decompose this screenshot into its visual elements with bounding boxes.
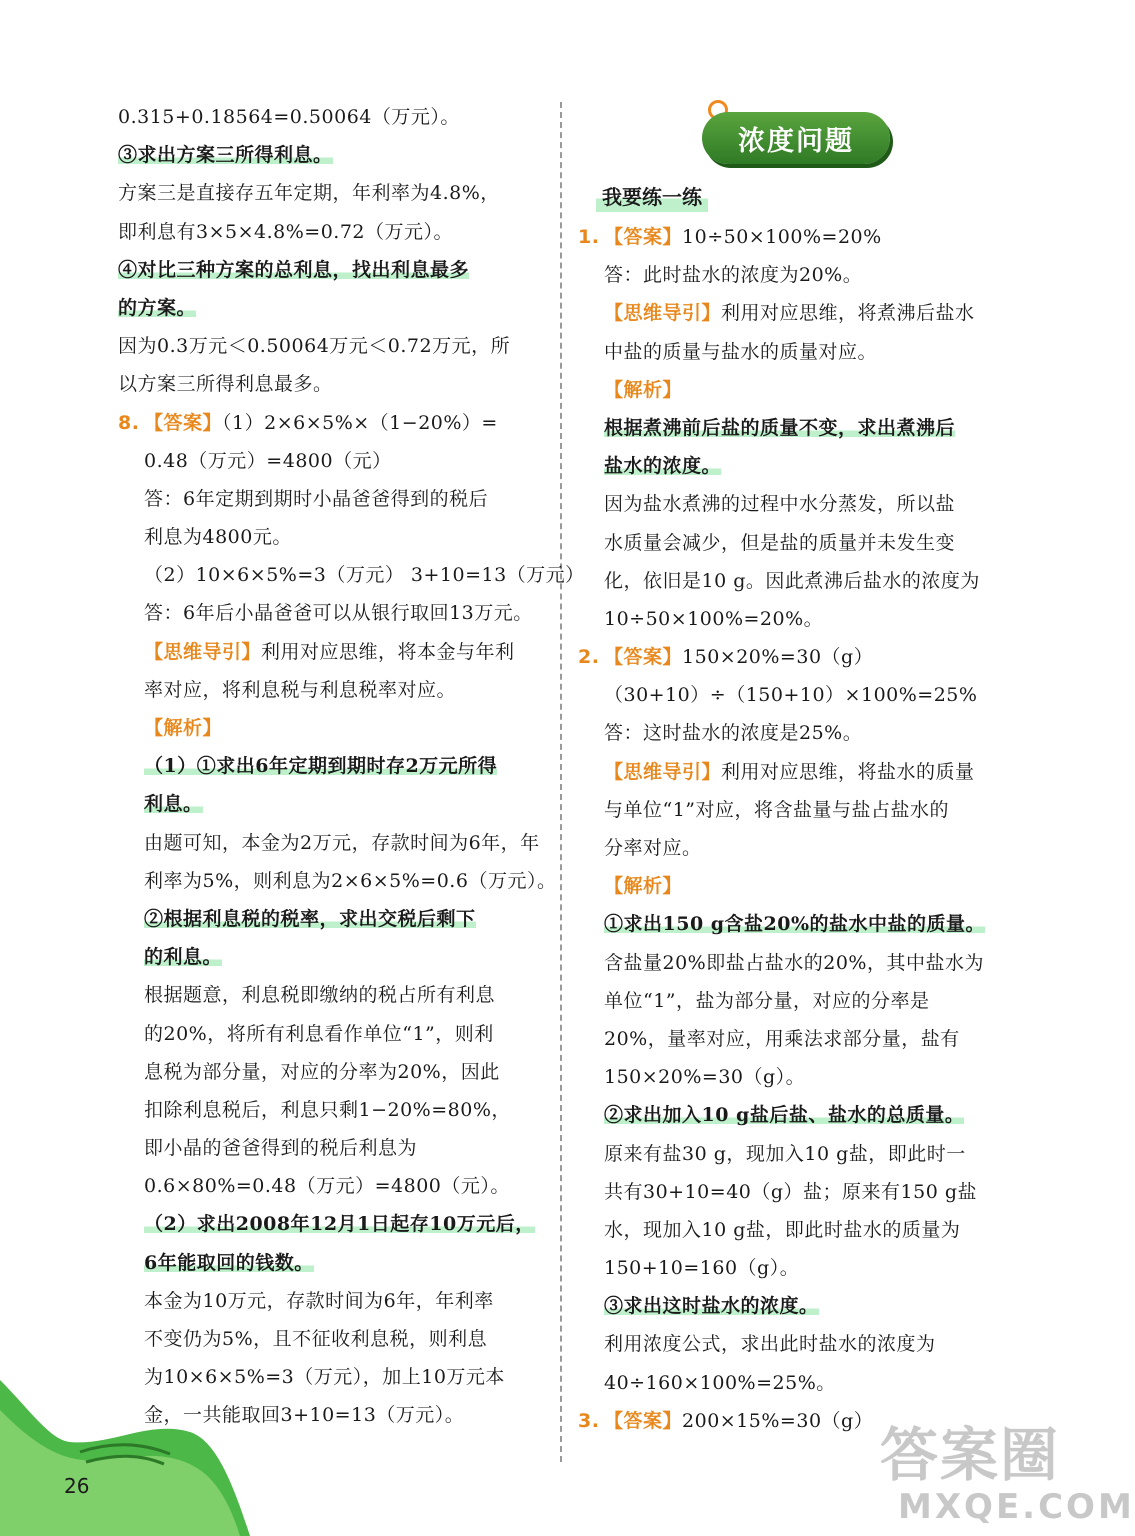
highlighted-step: 利息。 bbox=[144, 793, 203, 816]
line-text: 利息为4800元。 bbox=[144, 526, 292, 549]
text-line bbox=[578, 1058, 1026, 1096]
line-text: 分率对应。 bbox=[604, 837, 702, 859]
highlighted-step: 的方案。 bbox=[118, 296, 197, 319]
line-text: 150+10=160（g）。 bbox=[604, 1257, 800, 1280]
line-text: 扣除利息税后，利息只剩1−20%=80%， bbox=[144, 1098, 511, 1121]
line-text: 因为盐水煮沸的过程中水分蒸发，所以盐 bbox=[604, 493, 956, 516]
practice-subtitle: 我要练一练 bbox=[596, 182, 708, 212]
left-column bbox=[118, 98, 585, 1435]
watermark-logo bbox=[880, 1421, 1135, 1530]
text-line bbox=[118, 365, 546, 403]
line-text: 利率为5%，则利息为2×6×5%=0.6（万元）。 bbox=[144, 869, 557, 892]
line-text: 利用浓度公式，求出此时盐水的浓度为 bbox=[604, 1333, 936, 1356]
line-text: 共有30+10=40（g）盐；原来有150 g盐 bbox=[604, 1180, 978, 1203]
right-column bbox=[578, 218, 1026, 1440]
text-line bbox=[118, 480, 546, 518]
text-line bbox=[118, 1091, 546, 1129]
text-line bbox=[118, 442, 546, 480]
line-text: 0.48（万元）=4800（元） bbox=[144, 449, 392, 472]
watermark-url: MXQE.COM bbox=[898, 1487, 1135, 1527]
line-text: 含盐量20%即盐占盐水的20%，其中盐水为 bbox=[604, 951, 984, 974]
line-text: 答：6年定期到期时小晶爸爸得到的税后 bbox=[144, 487, 489, 510]
section-tag: 【解析】 bbox=[604, 875, 683, 898]
question-number: 1. bbox=[578, 226, 600, 248]
text-line bbox=[578, 256, 1026, 294]
text-line bbox=[578, 371, 1026, 409]
text-line bbox=[118, 213, 546, 251]
text-line bbox=[578, 829, 1026, 867]
line-text: 利用对应思维，将盐水的质量 bbox=[721, 760, 975, 783]
line-text: 不变仍为5%，且不征收利息税，则利息 bbox=[144, 1328, 488, 1350]
line-text: 因为0.3万元＜0.50064万元＜0.72万元，所 bbox=[118, 335, 511, 358]
line-text: 中盐的质量与盐水的质量对应。 bbox=[604, 340, 878, 363]
text-line bbox=[118, 862, 557, 900]
text-line bbox=[118, 289, 546, 327]
highlighted-step: ②根据利息税的税率，求出交税后剩下 bbox=[144, 907, 476, 930]
text-line bbox=[118, 1244, 546, 1282]
text-line bbox=[578, 1173, 1026, 1211]
text-line bbox=[578, 409, 1026, 447]
line-text: 即利息有3×5×4.8%=0.72（万元）。 bbox=[118, 220, 454, 243]
line-text: 单位“1”，盐为部分量，对应的分率是 bbox=[604, 989, 930, 1012]
line-text: 化，依旧是10 g。因此煮沸后盐水的浓度为 bbox=[604, 569, 980, 592]
text-line bbox=[578, 1325, 1026, 1363]
text-line bbox=[118, 556, 585, 594]
text-line bbox=[118, 824, 546, 862]
text-line bbox=[578, 1364, 1026, 1402]
text-line bbox=[118, 1282, 546, 1320]
text-line bbox=[118, 327, 546, 365]
text-line bbox=[578, 1135, 1026, 1173]
line-text: 本金为10万元，存款时间为6年，年利率 bbox=[144, 1289, 494, 1312]
text-line bbox=[578, 1249, 1026, 1287]
watermark-text: 答案圈 bbox=[880, 1421, 1061, 1489]
text-line bbox=[118, 251, 546, 289]
text-line bbox=[118, 1129, 546, 1167]
section-title-badge bbox=[702, 112, 890, 164]
highlighted-step: ②求出加入10 g盐后盐、盐水的总质量。 bbox=[604, 1104, 965, 1127]
text-line bbox=[118, 976, 546, 1014]
question-number: 3. bbox=[578, 1409, 600, 1432]
highlighted-step: ③求出这时盐水的浓度。 bbox=[604, 1295, 819, 1318]
text-line bbox=[118, 594, 546, 632]
text-line bbox=[118, 1015, 546, 1053]
text-line bbox=[118, 1320, 546, 1358]
line-text: 为10×6×5%=3（万元），加上10万元本 bbox=[144, 1366, 505, 1389]
text-line bbox=[118, 518, 546, 556]
line-text: （2）10×6×5%=3（万元） 3+10=13（万元） bbox=[144, 564, 585, 587]
line-text: 10÷50×100%=20%。 bbox=[604, 607, 824, 630]
highlighted-step: ④对比三种方案的总利息，找出利息最多 bbox=[118, 258, 470, 281]
text-line bbox=[578, 1287, 1026, 1325]
page-number: 26 bbox=[64, 1474, 90, 1498]
text-line bbox=[118, 747, 546, 785]
text-line bbox=[578, 524, 1026, 562]
line-text: 150×20%=30（g）。 bbox=[604, 1066, 806, 1089]
text-line bbox=[118, 900, 546, 938]
line-text: 水，现加入10 g盐，即此时盐水的质量为 bbox=[604, 1218, 961, 1241]
text-line bbox=[578, 485, 1026, 523]
line-text: 0.315+0.18564=0.50064（万元）。 bbox=[118, 106, 460, 128]
line-text: 金，一共能取回3+10=13（万元）。 bbox=[144, 1404, 465, 1427]
section-tag: 【答案】 bbox=[144, 411, 223, 434]
corner-wave-decoration bbox=[0, 1380, 250, 1536]
line-text: 息税为部分量，对应的分率为20%，因此 bbox=[144, 1060, 500, 1083]
line-text: 即小晶的爸爸得到的税后利息为 bbox=[144, 1137, 418, 1160]
line-text: 40÷160×100%=25%。 bbox=[604, 1371, 836, 1394]
line-text: 利用对应思维，将煮沸后盐水 bbox=[721, 302, 975, 325]
line-text: 的20%，将所有利息看作单位“1”，则利 bbox=[144, 1022, 494, 1045]
line-text: （1）2×6×5%×（1−20%）= bbox=[222, 411, 498, 434]
text-line bbox=[578, 562, 1026, 600]
line-text: 原来有盐30 g，现加入10 g盐，即此时一 bbox=[604, 1142, 966, 1165]
text-line bbox=[578, 294, 1026, 332]
text-line bbox=[118, 1053, 546, 1091]
text-line bbox=[578, 753, 1026, 791]
section-tag: 【答案】 bbox=[604, 226, 683, 248]
highlighted-step: 盐水的浓度。 bbox=[604, 455, 722, 478]
text-line bbox=[578, 333, 1026, 371]
text-line bbox=[578, 1211, 1026, 1249]
text-line bbox=[578, 982, 1026, 1020]
text-line bbox=[578, 1096, 1026, 1134]
line-text: 0.6×80%=0.48（万元）=4800（元）。 bbox=[144, 1175, 510, 1198]
highlighted-step: （2）求出2008年12月1日起存10万元后， bbox=[144, 1213, 535, 1236]
text-line bbox=[118, 633, 546, 671]
section-tag: 【答案】 bbox=[604, 1409, 683, 1432]
text-line bbox=[118, 404, 546, 442]
section-tag: 【答案】 bbox=[604, 646, 683, 669]
text-line bbox=[578, 867, 1026, 905]
line-text: 答：此时盐水的浓度为20%。 bbox=[604, 264, 863, 287]
text-line bbox=[578, 1020, 1026, 1058]
text-line bbox=[578, 714, 1026, 752]
line-text: 10÷50×100%=20% bbox=[682, 226, 882, 248]
section-title: 浓度问题 bbox=[738, 125, 854, 157]
question-number: 2. bbox=[578, 646, 600, 669]
line-text: 由题可知，本金为2万元，存款时间为6年，年 bbox=[144, 831, 540, 854]
line-text: 以方案三所得利息最多。 bbox=[118, 373, 333, 396]
text-line bbox=[118, 1205, 546, 1243]
highlighted-step: ③求出方案三所得利息。 bbox=[118, 144, 333, 167]
highlighted-step: 根据煮沸前后盐的质量不变，求出煮沸后 bbox=[604, 416, 956, 439]
text-line bbox=[578, 905, 1026, 943]
text-line bbox=[578, 638, 1026, 676]
text-line bbox=[578, 676, 1026, 714]
section-tag: 【解析】 bbox=[144, 717, 223, 739]
line-text: 利用对应思维，将本金与年利 bbox=[261, 640, 515, 663]
text-line bbox=[578, 218, 1026, 256]
section-tag: 【思维导引】 bbox=[604, 760, 722, 783]
highlighted-step: 6年能取回的钱数。 bbox=[144, 1251, 314, 1274]
line-text: 150×20%=30（g） bbox=[682, 646, 874, 669]
section-tag: 【思维导引】 bbox=[144, 640, 262, 663]
highlighted-step: 的利息。 bbox=[144, 946, 223, 969]
text-line bbox=[578, 791, 1026, 829]
highlighted-step: ①求出150 g含盐20%的盐水中盐的质量。 bbox=[604, 913, 986, 936]
text-line bbox=[118, 671, 546, 709]
column-divider bbox=[560, 102, 562, 1462]
line-text: （30+10）÷（150+10）×100%=25% bbox=[604, 684, 978, 707]
text-line bbox=[118, 98, 546, 136]
highlighted-step: （1）①求出6年定期到期时存2万元所得 bbox=[144, 755, 498, 778]
line-text: 20%，量率对应，用乘法求部分量，盐有 bbox=[604, 1027, 960, 1050]
line-text: 答：6年后小晶爸爸可以从银行取回13万元。 bbox=[144, 602, 533, 625]
line-text: 率对应，将利息税与利息税率对应。 bbox=[144, 678, 457, 701]
text-line bbox=[118, 938, 546, 976]
text-line bbox=[118, 709, 546, 747]
question-number: 8. bbox=[118, 411, 140, 434]
line-text: 与单位“1”对应，将含盐量与盐占盐水的 bbox=[604, 798, 950, 821]
section-tag: 【思维导引】 bbox=[604, 302, 722, 325]
text-line bbox=[118, 785, 546, 823]
text-line bbox=[578, 447, 1026, 485]
line-text: 方案三是直接存五年定期，年利率为4.8%， bbox=[118, 182, 500, 205]
line-text: 根据题意，利息税即缴纳的税占所有利息 bbox=[144, 984, 496, 1007]
text-line bbox=[118, 174, 546, 212]
text-line bbox=[578, 944, 1026, 982]
line-text: 答：这时盐水的浓度是25%。 bbox=[604, 722, 863, 745]
line-text: 200×15%=30（g） bbox=[682, 1409, 874, 1432]
line-text: 水质量会减少，但是盐的质量并未发生变 bbox=[604, 531, 956, 554]
text-line bbox=[118, 136, 546, 174]
text-line bbox=[578, 600, 1026, 638]
text-line bbox=[118, 1167, 546, 1205]
section-tag: 【解析】 bbox=[604, 378, 683, 401]
